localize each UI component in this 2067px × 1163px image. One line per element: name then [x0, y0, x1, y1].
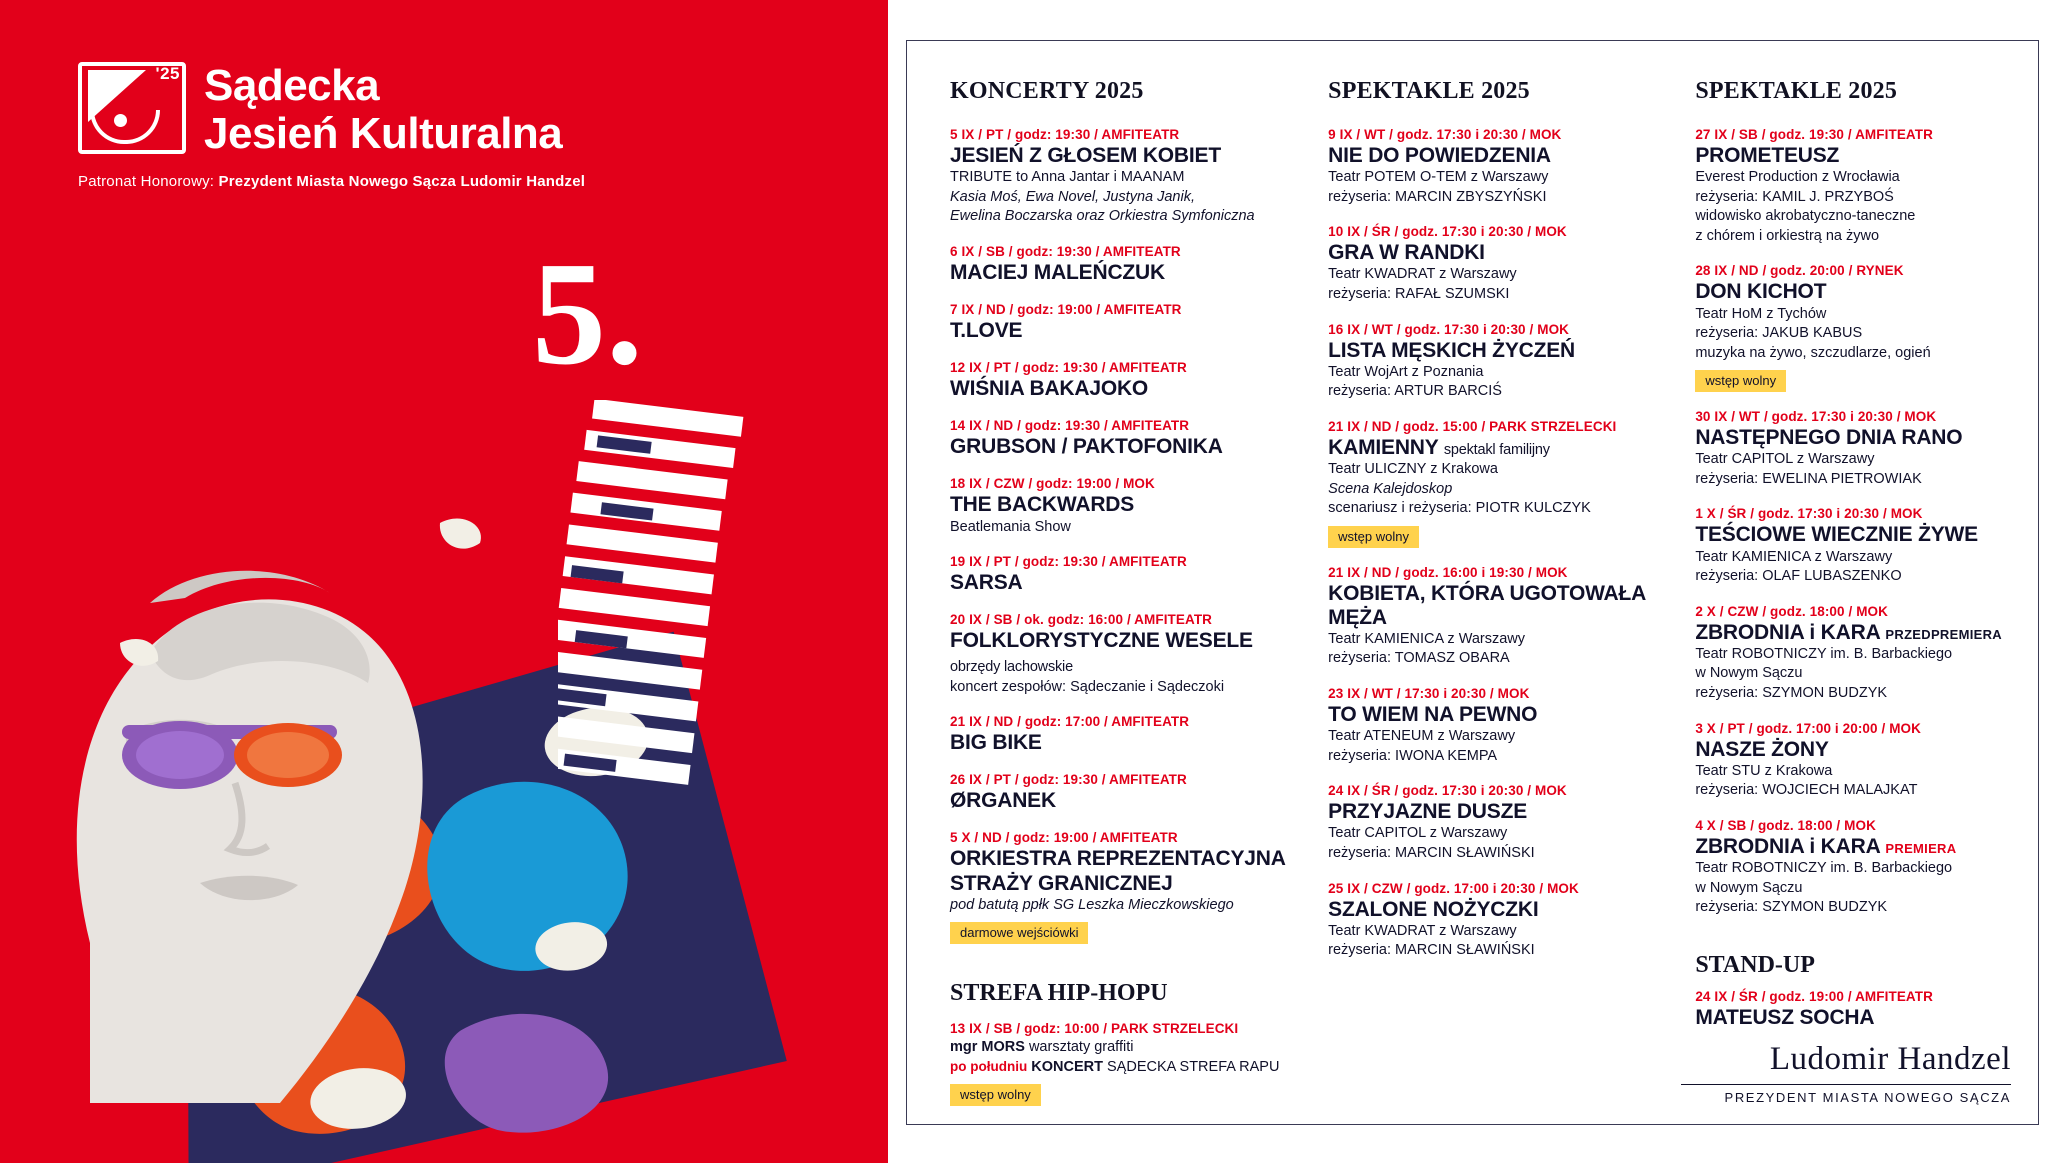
event-detail-line: Teatr CAPITOL z Warszawy [1328, 825, 1508, 842]
event-title-suffix: spektakl familijny [1443, 441, 1550, 458]
event-title-text: PRZYJAZNE DUSZE [1328, 800, 1528, 824]
patronage-name: Prezydent Miasta Nowego Sącza Ludomir Handzel [218, 173, 586, 191]
event-title [950, 144, 1296, 168]
event-title [950, 319, 1296, 343]
column-heading: SPEKTAKLE 2025 [1328, 78, 1530, 104]
event-meta: 21 IX / ND / godz. 15:00 / PARK STRZELECKI [1328, 418, 1617, 434]
signature-name: Ludomir Handzel [1769, 1041, 2011, 1077]
event-title-text: GRUBSON / PAKTOFONIKA [950, 435, 1223, 459]
programme-column [950, 78, 1296, 1123]
event-title-text: MACIEJ MALEŃCZUK [950, 260, 1165, 284]
event-title-text: MATEUSZ SOCHA [1695, 1005, 1875, 1029]
event-item [1695, 506, 2025, 586]
event-item [950, 302, 1296, 343]
event-title-text: KAMIENNY [1328, 435, 1439, 459]
event-detail-line: w Nowym Sączu [1695, 879, 1803, 896]
event-item [950, 612, 1296, 697]
event-meta: 21 IX / ND / godz. 16:00 i 19:30 / MOK [1328, 564, 1568, 580]
event-detail-line: Teatr WojArt z Poznania [1328, 363, 1484, 380]
event-title-text: WIŚNIA BAKAJOKO [950, 377, 1149, 401]
event-title-text: TEŚCIOWE WIECZNIE ŻYWE [1695, 523, 1978, 547]
event-detail-line: Teatr STU z Krakowa [1695, 762, 1833, 779]
event-meta: 1 X / ŚR / godz. 17:30 i 20:30 / MOK [1695, 506, 1923, 522]
event-title-text: ZBRODNIA i KARA [1695, 834, 1880, 858]
event-detail-line: reżyseria: JAKUB KABUS [1695, 325, 1863, 342]
event-item [1328, 322, 1663, 402]
event-meta: 24 IX / ŚR / godz. 17:30 i 20:30 / MOK [1328, 783, 1567, 799]
event-detail-line: widowisko akrobatyczno-taneczne [1695, 208, 1916, 225]
event-title [1695, 426, 2025, 450]
event-detail-line: Teatr KWADRAT z Warszawy [1328, 922, 1517, 939]
event-detail-line: koncert zespołów: Sądeczanie i Sądeczoki [950, 678, 1225, 695]
event-item [1328, 419, 1663, 548]
event-title-text: BIG BIKE [950, 731, 1042, 755]
event-detail-line: Teatr ROBOTNICZY im. B. Barbackiego [1695, 645, 1953, 662]
event-detail-line: reżyseria: TOMASZ OBARA [1328, 650, 1510, 667]
event-detail-line: reżyseria: ARTUR BARCIŚ [1328, 383, 1502, 400]
programme-columns [950, 78, 2025, 1123]
event-item [1695, 409, 2025, 489]
event-title-text: ZBRODNIA i KARA [1695, 620, 1880, 644]
event-workshop-line [950, 1038, 1296, 1058]
event-detail-line: Teatr POTEM O-TEM z Warszawy [1328, 169, 1549, 186]
event-detail-line: reżyseria: EWELINA PIETROWIAK [1695, 470, 1922, 487]
event-item [1695, 721, 2025, 801]
event-title [950, 377, 1296, 401]
event-title [950, 493, 1296, 517]
event-title-text: T.LOVE [950, 318, 1023, 342]
event-item [1695, 263, 2025, 392]
event-title-text: TO WIEM NA PEWNO [1328, 703, 1538, 727]
event-meta: 5 X / ND / godz: 19:00 / AMFITEATR [950, 830, 1178, 846]
logo-year-badge: '25 [155, 64, 180, 83]
event-title-text: NIE DO POWIEDZENIA [1328, 144, 1551, 167]
event-title-text: DON KICHOT [1695, 280, 1827, 304]
event-meta: 10 IX / ŚR / godz. 17:30 i 20:30 / MOK [1328, 224, 1567, 240]
event-detail-line: reżyseria: SZYMON BUDZYK [1695, 685, 1888, 702]
signature-block [1681, 1041, 2011, 1105]
column-heading: SPEKTAKLE 2025 [1695, 78, 1898, 104]
event-detail-line: reżyseria: RAFAŁ SZUMSKI [1328, 285, 1510, 302]
event-meta: 14 IX / ND / godz: 19:30 / AMFITEATR [950, 418, 1190, 434]
event-title [1695, 523, 2025, 547]
event-item [950, 244, 1296, 285]
event-detail-line: w Nowym Sączu [1695, 665, 1803, 682]
event-title-text: GRA W RANDKI [1328, 241, 1485, 265]
event-detail-line: reżyseria: WOJCIECH MALAJKAT [1695, 782, 1918, 799]
event-title-text: PROMETEUSZ [1695, 144, 1840, 167]
event-detail-line-italic: Kasia Moś, Ewa Novel, Justyna Janik, [950, 188, 1195, 205]
event-detail-line: Teatr ROBOTNICZY im. B. Barbackiego [1695, 859, 1953, 876]
event-afternoon-type: KONCERT [1031, 1058, 1103, 1075]
event-item [1328, 224, 1663, 304]
event-title-text: NASTĘPNEGO DNIA RANO [1695, 426, 1963, 450]
event-meta: 13 IX / SB / godz: 10:00 / PARK STRZELECKI [950, 1021, 1239, 1037]
event-title [1328, 144, 1663, 168]
festival-title-line1: Sądecka [204, 61, 380, 110]
event-meta: 12 IX / PT / godz: 19:30 / AMFITEATR [950, 360, 1187, 376]
event-item [1695, 604, 2025, 704]
event-detail-line-italic: Scena Kalejdoskop [1328, 480, 1453, 497]
right-programme-panel [888, 0, 2067, 1163]
event-detail-line: Teatr HoM z Tychów [1695, 305, 1827, 322]
event-item [950, 554, 1296, 595]
programme-column [1328, 78, 1663, 1123]
event-title-text: SARSA [950, 571, 1023, 595]
event-meta: 18 IX / CZW / godz: 19:00 / MOK [950, 476, 1155, 492]
event-detail-line: reżyseria: IWONA KEMPA [1328, 747, 1498, 764]
event-afternoon-name: SĄDECKA STREFA RAPU [1107, 1058, 1280, 1075]
event-item [1695, 989, 2025, 1030]
event-title-text: NASZE ŻONY [1695, 737, 1829, 761]
event-meta: 16 IX / WT / godz. 17:30 i 20:30 / MOK [1328, 321, 1570, 337]
event-title [950, 629, 1296, 677]
event-title [950, 435, 1296, 459]
event-meta: 4 X / SB / godz. 18:00 / MOK [1695, 817, 1876, 833]
patronage-label: Patronat Honorowy: [78, 173, 215, 191]
section-heading: STREFA HIP-HOPU [950, 980, 1168, 1007]
event-title-tag: PRZEDPREMIERA [1885, 626, 2002, 642]
festival-logo-icon [78, 62, 186, 154]
event-title [1695, 835, 2025, 859]
event-title [1695, 738, 2025, 762]
event-workshop-host: mgr MORS [950, 1039, 1025, 1056]
programme-column [1695, 78, 2025, 1123]
event-title [950, 261, 1296, 285]
event-meta: 9 IX / WT / godz. 17:30 i 20:30 / MOK [1328, 127, 1562, 142]
event-title-text: JESIEŃ Z GŁOSEM KOBIET [950, 144, 1221, 167]
event-item [950, 418, 1296, 459]
event-meta: 26 IX / PT / godz: 19:30 / AMFITEATR [950, 772, 1187, 788]
event-meta: 6 IX / SB / godz: 19:30 / AMFITEATR [950, 243, 1181, 259]
event-title-suffix: obrzędy lachowskie [950, 659, 1073, 676]
event-item [950, 1021, 1296, 1106]
event-meta: 7 IX / ND / godz: 19:00 / AMFITEATR [950, 301, 1182, 317]
event-afternoon-line [950, 1058, 1296, 1078]
event-title [1695, 280, 2025, 304]
signature-role: PREZYDENT MIASTA NOWEGO SĄCZA [1724, 1090, 2011, 1105]
event-meta: 20 IX / SB / ok. godz: 16:00 / AMFITEATR [950, 612, 1213, 628]
admission-badge: wstęp wolny [1328, 526, 1419, 548]
admission-badge: wstęp wolny [1695, 370, 1786, 392]
event-title [1328, 703, 1663, 727]
event-title [950, 571, 1296, 595]
event-detail-line: Teatr KWADRAT z Warszawy [1328, 266, 1517, 283]
festival-title-line2: Jesień Kulturalna [204, 108, 563, 158]
event-item [950, 476, 1296, 537]
event-title [950, 847, 1296, 895]
section-heading: STAND-UP [1695, 951, 1815, 978]
event-item [950, 772, 1296, 813]
event-workshop-desc: warsztaty graffiti [1028, 1039, 1134, 1056]
event-item [1328, 565, 1663, 669]
event-title-text: SZALONE NOŻYCZKI [1328, 897, 1539, 921]
event-detail-line: Beatlemania Show [950, 518, 1071, 535]
event-item [950, 830, 1296, 944]
event-detail-line-italic: pod batutą ppłk SG Leszka Mieczkowskiego [950, 896, 1234, 913]
event-title-text: KOBIETA, KTÓRA UGOTOWAŁA MĘŻA [1328, 581, 1646, 629]
event-detail-line: Teatr CAPITOL z Warszawy [1695, 451, 1875, 468]
admission-badge: darmowe wejściówki [950, 922, 1088, 944]
event-title-text: ORKIESTRA REPREZENTACYJNA STRAŻY GRANICZNEJ [950, 847, 1285, 895]
event-detail-line: reżyseria: OLAF LUBASZENKO [1695, 568, 1902, 585]
event-detail-line: reżyseria: MARCIN ZBYSZYŃSKI [1328, 188, 1547, 205]
event-item [1695, 818, 2025, 918]
event-item [1328, 783, 1663, 863]
event-title-text: FOLKLORYSTYCZNE WESELE [950, 629, 1253, 653]
signature-rule [1681, 1084, 2011, 1085]
event-meta: 30 IX / WT / godz. 17:30 i 20:30 / MOK [1695, 409, 1937, 425]
event-detail-line: muzyka na żywo, szczudlarze, ogień [1695, 344, 1931, 361]
event-title-text: LISTA MĘSKICH ŻYCZEŃ [1328, 338, 1575, 362]
event-item [1328, 881, 1663, 961]
event-item [1328, 686, 1663, 766]
event-detail-line: Teatr KAMIENICA z Warszawy [1328, 630, 1526, 647]
event-detail-line-italic: Ewelina Boczarska oraz Orkiestra Symfoniczna [950, 208, 1255, 225]
event-title-text: ØRGANEK [950, 789, 1056, 813]
event-title-text: THE BACKWARDS [950, 493, 1135, 517]
event-detail-line: TRIBUTE to Anna Jantar i MAANAM [950, 169, 1185, 186]
event-detail-line: Teatr ULICZNY z Krakowa [1328, 460, 1498, 477]
event-item [950, 127, 1296, 227]
piano-keys-decoration [558, 400, 738, 830]
event-afternoon-label: po południu [950, 1058, 1028, 1074]
event-title [950, 789, 1296, 813]
festival-title [204, 62, 562, 157]
event-detail-line: Everest Production z Wrocławia [1695, 169, 1900, 186]
event-title [1328, 800, 1663, 824]
column-heading: KONCERTY 2025 [950, 78, 1144, 104]
event-detail-line: z chórem i orkiestrą na żywo [1695, 227, 1880, 244]
event-detail-line: Teatr ATENEUM z Warszawy [1328, 728, 1516, 745]
brand-logo-block [78, 62, 678, 190]
event-meta: 23 IX / WT / 17:30 i 20:30 / MOK [1328, 686, 1530, 702]
event-meta: 5 IX / PT / godz: 19:30 / AMFITEATR [950, 127, 1180, 142]
event-meta: 28 IX / ND / godz. 20:00 / RYNEK [1695, 263, 1904, 279]
event-title [1328, 339, 1663, 363]
event-detail-line: reżyseria: MARCIN SŁAWIŃSKI [1328, 942, 1535, 959]
event-title [1328, 241, 1663, 265]
event-meta: 21 IX / ND / godz: 17:00 / AMFITEATR [950, 714, 1190, 730]
event-title [1328, 898, 1663, 922]
event-item [950, 714, 1296, 755]
admission-badge: wstęp wolny [950, 1084, 1041, 1106]
event-meta: 2 X / CZW / godz. 18:00 / MOK [1695, 603, 1888, 619]
event-meta: 24 IX / ŚR / godz. 19:00 / AMFITEATR [1695, 988, 1933, 1004]
event-title [1695, 144, 2025, 168]
event-meta: 3 X / PT / godz. 17:00 i 20:00 / MOK [1695, 720, 1921, 736]
event-detail-line: scenariusz i reżyseria: PIOTR KULCZYK [1328, 500, 1591, 517]
event-detail-line: Teatr KAMIENICA z Warszawy [1695, 548, 1893, 565]
event-detail-line: reżyseria: KAMIL J. PRZYBOŚ [1695, 188, 1894, 205]
event-item [1695, 127, 2025, 246]
event-title [1695, 621, 2025, 645]
event-meta: 25 IX / CZW / godz. 17:00 i 20:30 / MOK [1328, 880, 1579, 896]
event-item [950, 360, 1296, 401]
event-title [1695, 1006, 2025, 1030]
edition-number: 5. [532, 232, 643, 396]
event-title-tag: PREMIERA [1885, 840, 1957, 856]
event-item [1328, 127, 1663, 207]
event-title [950, 731, 1296, 755]
event-detail-line: reżyseria: SZYMON BUDZYK [1695, 899, 1888, 916]
event-meta: 19 IX / PT / godz: 19:30 / AMFITEATR [950, 554, 1187, 570]
left-red-panel [0, 0, 888, 1163]
event-meta: 27 IX / SB / godz. 19:30 / AMFITEATR [1695, 127, 1933, 142]
event-title [1328, 436, 1663, 460]
event-title [1328, 582, 1663, 630]
patronage [78, 173, 678, 190]
event-detail-line: reżyseria: MARCIN SŁAWIŃSKI [1328, 845, 1535, 861]
